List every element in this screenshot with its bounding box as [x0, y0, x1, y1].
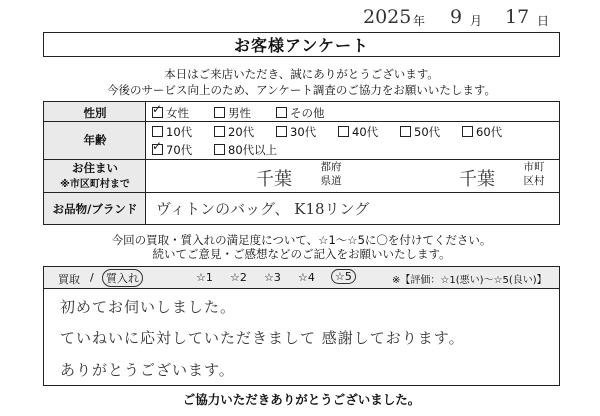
age-label: 年齢	[83, 133, 107, 147]
age-option-70s[interactable]: ✓70代	[152, 142, 192, 158]
divider	[44, 192, 559, 193]
rating-header	[44, 267, 559, 289]
checkbox-icon[interactable]	[276, 126, 287, 137]
intro-line-2: 今後のサービス向上のため、アンケート調査のご協力をお願いいたします。	[107, 83, 496, 97]
date-year-label: 年	[413, 14, 426, 28]
checkbox-icon[interactable]	[400, 126, 411, 137]
divider	[44, 121, 559, 122]
satisfaction-instruction-1: 今回の買取・質入れの満足度について、☆1～☆5に〇を付けてください。	[111, 233, 492, 247]
gender-option-male[interactable]: 男性	[214, 105, 251, 121]
prefecture-value[interactable]: 千葉	[256, 169, 292, 190]
checkbox-icon[interactable]	[462, 126, 473, 137]
age-option-10s[interactable]: 10代	[152, 124, 192, 140]
address-label: お住まい	[72, 161, 118, 175]
type-pawn-circled[interactable]: 質入れ	[102, 269, 143, 287]
item-value[interactable]: ヴィトンのバッグ、 K18リング	[156, 200, 370, 218]
comment-line-2: ていねいに応対していただきまして 感謝しております。	[60, 329, 465, 347]
age-option-80s-plus[interactable]: 80代以上	[214, 142, 277, 158]
date-month: 9	[450, 6, 463, 28]
prefecture-suffix-bottom: 県道	[320, 175, 342, 187]
address-note: ※市区町村まで	[60, 179, 130, 190]
checkbox-icon[interactable]	[214, 126, 225, 137]
date-line	[325, 6, 595, 32]
survey-form	[43, 101, 560, 225]
comment-line-1: 初めてお伺いしました。	[60, 298, 237, 316]
page-title: お客様アンケート	[43, 32, 560, 57]
comment-line-3: ありがとうございます。	[60, 361, 235, 379]
star-4[interactable]: ☆4	[298, 271, 315, 284]
city-suffix-bottom: 区村	[523, 175, 545, 187]
checkbox-icon[interactable]	[152, 126, 163, 137]
gender-label: 性別	[83, 106, 107, 120]
age-option-60s[interactable]: 60代	[462, 124, 502, 140]
gender-option-female[interactable]: ✓ 女性	[152, 105, 189, 121]
star-3[interactable]: ☆3	[264, 271, 281, 284]
gender-option-other[interactable]: その他	[276, 105, 325, 121]
age-option-40s[interactable]: 40代	[338, 124, 378, 140]
date-year: 2025	[363, 6, 412, 28]
city-value[interactable]: 千葉	[459, 169, 495, 190]
intro-line-1: 本日はご来店いただき、誠にありがとうございます。	[164, 67, 439, 81]
type-buy[interactable]: 買取	[58, 273, 80, 286]
rating-box	[43, 266, 560, 386]
checkbox-icon[interactable]	[338, 126, 349, 137]
age-option-20s[interactable]: 20代	[214, 124, 254, 140]
city-suffix-top: 市町	[523, 161, 545, 173]
type-separator: /	[90, 271, 94, 284]
item-label: お品物/ブランド	[52, 202, 138, 216]
footer-thanks: ご協力いただきありがとうございました。	[182, 392, 421, 407]
checkbox-icon[interactable]	[214, 144, 225, 155]
checkbox-checked-icon[interactable]	[152, 144, 163, 155]
star-2[interactable]: ☆2	[230, 271, 247, 284]
checkbox-checked-icon[interactable]	[152, 107, 163, 118]
checkbox-icon[interactable]	[276, 107, 287, 118]
age-option-30s[interactable]: 30代	[276, 124, 316, 140]
checkbox-icon[interactable]	[214, 107, 225, 118]
age-option-50s[interactable]: 50代	[400, 124, 440, 140]
date-day-label: 日	[537, 14, 550, 28]
date-month-label: 月	[470, 14, 483, 28]
star-1[interactable]: ☆1	[196, 271, 213, 284]
satisfaction-instruction-2: 続いてご意見・ご感想などのご記入をお願いいたします。	[152, 247, 451, 261]
date-day: 17	[505, 6, 530, 28]
prefecture-suffix-top: 都府	[320, 161, 342, 173]
rating-legend: ※【評価：☆1(悪い)～☆5(良い)】	[392, 275, 547, 286]
star-5-selected[interactable]: ☆5	[331, 269, 356, 284]
